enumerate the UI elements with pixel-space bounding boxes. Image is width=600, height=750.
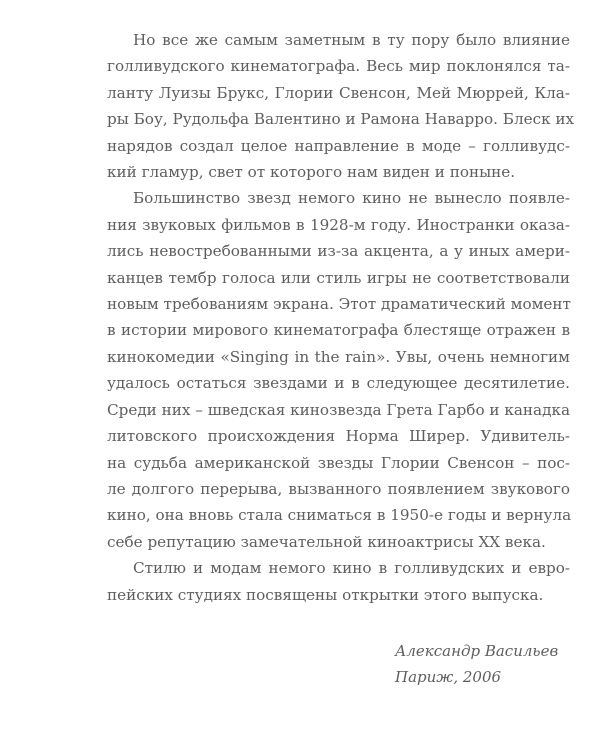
signature-author: Александр Васильев: [395, 642, 559, 660]
text-line: ния звуковых фильмов в 1928-м году. Иностранки оказа-: [107, 215, 570, 234]
paragraph-3: [107, 555, 570, 608]
text-line: новым требованиям экрана. Этот драматический момент: [107, 295, 571, 314]
text-line: Стилю и модам немого кино в голливудских и евро-: [133, 559, 570, 578]
text-line: Среди них – шведская кинозвезда Грета Гарбо и канадка: [107, 400, 570, 419]
text-line: ры Боу, Рудольфа Валентино и Рамона Наварро. Блеск их: [107, 110, 575, 129]
text-line: Большинство звезд немого кино не вынесло появле-: [133, 189, 570, 208]
text-line: ле долгого перерыва, вызванного появлением звукового: [107, 479, 570, 498]
text-line: кино, она вновь стала сниматься в 1950-е годы и вернула: [107, 506, 572, 525]
text-line: лись невостребованными из-за акцента, а у иных амери-: [107, 242, 570, 261]
paragraph-2: [107, 185, 570, 555]
text-line: канцев тембр голоса или стиль игры не соответствовали: [107, 268, 570, 287]
text-line: удалось остаться звездами и в следующее десятилетие.: [107, 374, 570, 393]
text-line: себе репутацию замечательной киноактрисы XX века.: [107, 532, 546, 551]
signature: [395, 638, 558, 690]
text-line: в истории мирового кинематографа блестяще отражен в: [107, 321, 570, 340]
text-line: Но все же самым заметным в ту пору было влияние: [133, 31, 570, 49]
text-line: литовского происхождения Норма Ширер. Удивитель-: [107, 427, 570, 446]
text-line: голливудского кинематографа. Весь мир поклонялся та-: [107, 57, 570, 76]
text-line: пейских студиях посвящены открытки этого выпуска.: [107, 585, 544, 604]
text-line: нарядов создал целое направление в моде – голливудс-: [107, 136, 570, 155]
text-line: кий гламур, свет от которого нам виден и поныне.: [107, 163, 516, 182]
text-line: кинокомедии «Singing in the rain». Увы, очень немногим: [107, 347, 570, 366]
document-body: [107, 27, 575, 608]
text-line: на судьба американской звезды Глории Свенсон – пос-: [107, 453, 570, 472]
paragraph-1: [107, 27, 575, 185]
signature-place-date: Париж, 2006: [395, 668, 502, 686]
text-line: ланту Луизы Брукс, Глории Свенсон, Мей Мюррей, Кла-: [107, 83, 570, 102]
